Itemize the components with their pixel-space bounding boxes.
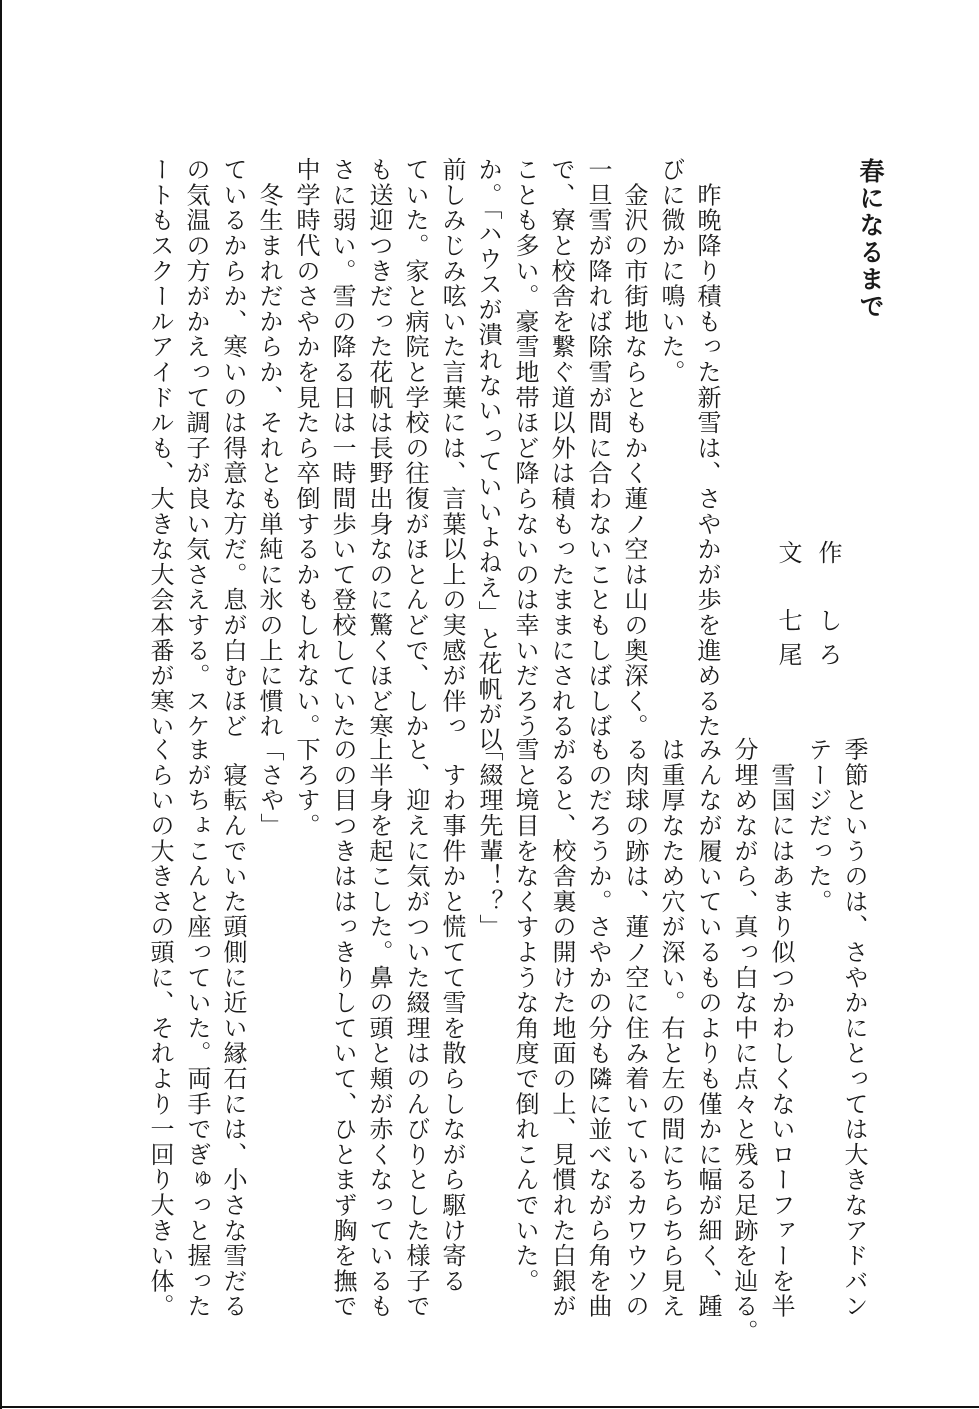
text-column: みんなが履いているものよりも僅かに幅が細く、踵: [694, 737, 722, 1319]
text-column: 一旦雪が降れば除雪が間に合わないこともしばしば: [584, 157, 612, 739]
text-column: ことも多い。豪雪地帯ほど降らないのは幸いだろう: [511, 157, 539, 739]
text-column: 「さや」: [256, 737, 284, 839]
text-column: テージだった。: [804, 737, 832, 915]
text-column: 下ろす。: [292, 737, 320, 839]
text-column: か。「ハウスが潰れないっていいよねえ」と花帆が以: [474, 157, 502, 753]
text-column: も送迎つきだった花帆は長野出身なのに驚くほど寒: [365, 157, 393, 739]
text-column: 昨晩降り積もった新雪は、さやかが歩を進めるた: [693, 157, 721, 739]
page-border-left: [0, 0, 2, 1409]
text-column: のの目つきははっきりしていて、ひとまず胸を撫で: [329, 737, 357, 1319]
text-column: 季節というのは、さやかにとっては大きなアドバン: [840, 737, 868, 1319]
credit-line: 作 しろ: [814, 540, 842, 676]
page-border-bottom: [0, 1406, 979, 1408]
text-column: すわ事件かと慌てて雪を散らしながら駆け寄る: [438, 737, 466, 1294]
text-column: ていた。家と病院と学校の往復がほとんどで、しか: [401, 157, 429, 739]
text-column: の気温の方がかえって調子が良い気さえする。スケ: [182, 157, 210, 739]
text-column: 分埋めながら、真っ白な中に点々と残る足跡を辿る。: [730, 737, 758, 1345]
text-column: 上半身を起こした。鼻の頭と頬が赤くなっているも: [365, 737, 393, 1319]
story-title: 春になるまで: [856, 158, 885, 320]
credit-line: 文 七尾: [774, 540, 802, 676]
text-column: は重厚なため穴が深い。右と左の間にちらちら見え: [657, 737, 685, 1319]
text-column: で、寮と校舎を繋ぐ道以外は積もったままにされる: [547, 157, 575, 739]
text-column: 中学時代のさやかを見たら卒倒するかもしれない。: [292, 157, 320, 739]
text-column: がると、校舎裏の開けた地面の上、見慣れた白銀が: [548, 737, 576, 1319]
text-column: 金沢の市街地ならともかく蓮ノ空は山の奥深く。: [620, 157, 648, 739]
author-credits: [768, 540, 848, 676]
text-column: 雪と境目をなくすような角度で倒れこんでいた。: [511, 737, 539, 1294]
text-column: 寝転んでいた頭側に近い縁石には、小さな雪だる: [219, 737, 247, 1319]
text-column: さに弱い。雪の降る日は一時間歩いて登校していた: [328, 157, 356, 739]
text-column: まがちょこんと座っていた。両手でぎゅっと握った: [183, 737, 211, 1319]
text-column: 前しみじみ呟いた言葉には、言葉以上の実感が伴っ: [438, 157, 466, 739]
text-column: びに微かに鳴いた。: [657, 157, 685, 385]
text-column: ものだろうか。さやかの分も隣に並べながら角を曲: [584, 737, 612, 1319]
text-column: 冬生まれだからか、それとも単純に氷の上に慣れ: [255, 157, 283, 739]
text-column: 雪国にはあまり似つかわしくないローファーを半: [767, 737, 795, 1319]
text-column: る肉球の跡は、蓮ノ空に住み着いているカワウソの: [621, 737, 649, 1319]
text-column: 「綴理先輩！？」: [475, 737, 503, 940]
text-column: くらいの大きさの頭に、それより一回り大きい体。: [146, 737, 174, 1319]
text-column: ているからか、寒いのは得意な方だ。息が白むほど: [219, 157, 247, 739]
text-column: と、迎えに気がついた綴理はのんびりとした様子で: [402, 737, 430, 1319]
text-column: ートもスクールアイドルも、大きな大会本番が寒い: [146, 157, 174, 739]
